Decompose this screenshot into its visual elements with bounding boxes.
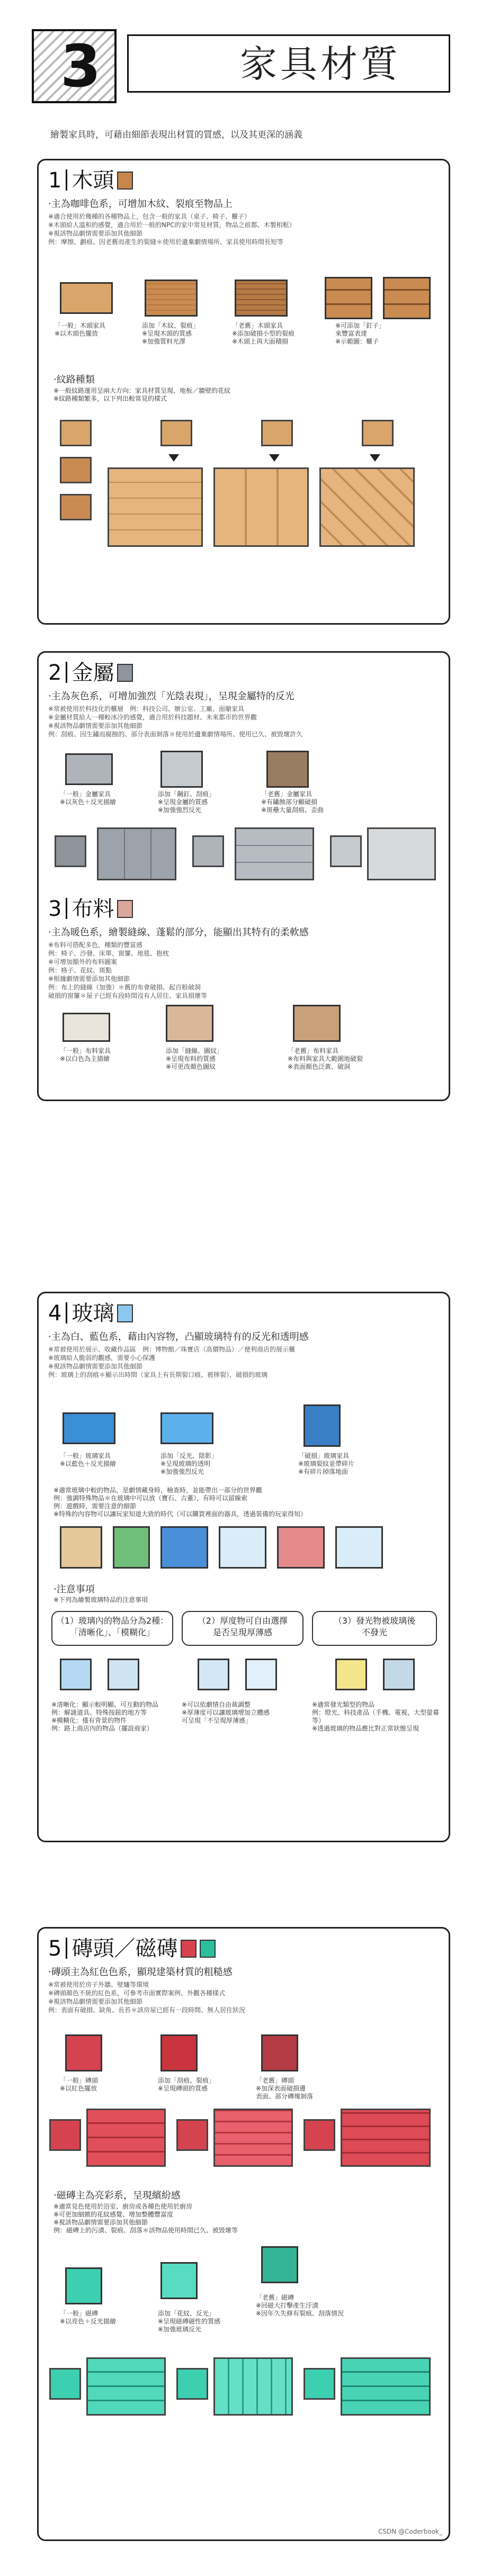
arrow-down-icon xyxy=(269,454,280,462)
glass-notes: ※常被使用於展示、收藏作品區 例：博物館／珠寶店（高價物品）／便利商店的展示櫃 ※玻璃給人脆弱的觀感，需要小心保護 ※視該物品劇情需要添加其他細節 例：玻璃上的刮痕＊顯示出時間（家具上有長期裂口痕、被摔裂），破損的玻璃 xyxy=(48,1346,296,1379)
tile-swatch-1 xyxy=(49,2368,81,2400)
cloth-title: 布料 xyxy=(72,897,114,921)
cloth-section xyxy=(48,896,309,1000)
wood-subtitle: ‧主為咖啡色系，可增加木紋、裂痕至物品上 xyxy=(48,199,233,210)
metal-desk-rusty xyxy=(266,751,309,788)
metal-subtitle: ‧主為灰色系，可增加強烈「光陰表現」，呈現金屬特的反光 xyxy=(48,691,294,702)
glass-thick-item xyxy=(198,1659,229,1690)
wood-notes: ※適合使用於幾種的各種物品上，包含一般的家具（桌子、椅子、櫃子） ※木頭給人溫和的感覺，適合用於一般的NPC的家中常見材質，物品之前都、木製相框） ※視該物品劇情需要添加其他細節 例：摩擦、劃痕、因老舊而產生的裂縫＊使用於遺棄劇情場所、家具使用時間長短等 xyxy=(48,213,296,246)
glass-cabinet-4 xyxy=(219,1526,266,1569)
metal-variant-3: 「老舊」金屬家具 ※有鏽蝕部分顯破損 ※斑壘大量刮痕、歪曲 xyxy=(261,790,324,814)
brick-old xyxy=(261,2034,298,2071)
chapter-number: 3 xyxy=(60,32,101,100)
glass-point-3-notes: ※適常發光類型的物品 例：燈光、科技產品（手機、電視，大型螢幕等） ※透過玻璃的物品應比對正常狀態呈現 xyxy=(312,1701,440,1732)
glass-section xyxy=(48,1301,309,1379)
wood-heading: 1 木頭 xyxy=(48,168,296,193)
wood-variant-3: 「老舊」木頭家具 ※添加破損小型的裂痕 ※木頭上再大面積損 xyxy=(232,322,295,345)
glass-cabinet-6 xyxy=(335,1526,383,1569)
metal-title: 金屬 xyxy=(72,661,114,685)
glass-point-2-notes: ※可以依劇情自由裁調整 ※厚薄度可以讓玻璃增加立體感 可呈現「不呈現厚薄感」 xyxy=(182,1701,270,1724)
tile-variant-1: 「一般」磁磚 ※以亮色＋反光描繪 xyxy=(60,2310,117,2325)
glass-table-broken xyxy=(304,1404,341,1447)
wood-variant-2: 添加「木紋、裂痕」 ※呈現木頭的質感 ※加強質料光澤 xyxy=(142,322,200,345)
metal-heading: 2 金屬 xyxy=(48,660,302,686)
wood-section xyxy=(48,168,296,246)
brick-swatch-2 xyxy=(176,2119,208,2151)
grain-floor-3 xyxy=(319,467,415,547)
brick-heading: 5 磚頭／磁磚 xyxy=(48,1936,245,1961)
tile-subsection-notes: ※適常見色使用於浴室、廚房或各種色使用於廚房 ※可更加細緻的花紋感覺、增加整體豐富度 ※視該物品劇情需要添加其他細節 例：磁磚上的污漬、裂痕、刮落＊該物品使用時間已久、被毀壞等 xyxy=(53,2203,238,2234)
metal-section xyxy=(48,660,302,738)
tile-plain xyxy=(65,2267,102,2304)
glass-clear-item xyxy=(60,1659,92,1690)
metal-plate-3 xyxy=(367,827,436,880)
tile-wall-3 xyxy=(341,2357,431,2416)
chapter-title: 家具材質 xyxy=(240,42,401,86)
metal-cloth-card xyxy=(37,651,450,1101)
cloth-notes: ※布料可搭配多色，種類的豐富感 例：椅子、沙發、床單、窗簾、地毯、抱枕 ※可增加額外的布料圖案 例：格子、花紋、斑點 ※根據劇情需要添加其他細節 例：布上的縫線（加強）＊舊的布會破損、起百般破洞 破損的窗簾＊屋子已經有段時間沒有人居住、家具損壞等 xyxy=(48,941,208,999)
grain-swatch-5 xyxy=(60,457,92,483)
metal-plate-2 xyxy=(235,827,314,880)
tile-wall-2 xyxy=(213,2357,293,2416)
glass-point-1: （1）玻璃內的物品分為2種： 「清晰化」、「模糊化」 xyxy=(51,1611,173,1646)
glass-table-shine xyxy=(160,1412,213,1444)
tile-swatch-3 xyxy=(304,2368,335,2400)
tile-subsection-title: ‧磁磚主為亮彩系，呈現繽紛感 xyxy=(53,2190,181,2201)
cloth-variant-2: 添加「縫線、圖紋」 ※呈現布料的質感 ※可更改顏色圖紋 xyxy=(166,1047,224,1070)
brick-wall-1 xyxy=(86,2109,166,2167)
glass-heading: 4 玻璃 xyxy=(48,1301,309,1326)
metal-desk-rivets xyxy=(160,751,203,788)
grain-swatch-1 xyxy=(60,420,92,446)
tile-variant-2: 添加「花紋、反光」 ※呈現磁磚磁性的質感 ※加強玻璃反光 xyxy=(158,2310,221,2333)
glass-table-plain xyxy=(63,1412,115,1444)
brick-notes: ※常被使用於房子外牆、壁爐等環境 ※磚頭顏色不統的紅色系，可參考市面實際案例、外觀各種樣式 ※視該物品劇情需要添加其他細節 例：表面有破損、缺角、長苔＊該房屋已經有一段時間、無人居住狀況 xyxy=(48,1981,246,2014)
glass-variant-1: 「一般」玻璃家具 ※以藍色＋反光描繪 xyxy=(60,1452,117,1467)
glass-caution-title: ‧注意事項 xyxy=(53,1584,95,1595)
metal-swatch-1 xyxy=(55,835,86,867)
cloth-subtitle: ‧主為暖色系，繪製縫線、蓬鬆的部分，能顯出其特有的柔軟感 xyxy=(48,927,309,938)
cloth-sofa-torn xyxy=(293,1005,341,1042)
brick-variant-3: 「老舊」磚頭 ※加深表面破損邊 表面、部分磚塊剝落 xyxy=(256,2077,314,2100)
glass-point-3: （3）發光物被玻璃後 不發光 xyxy=(312,1611,437,1646)
brick-wall-2 xyxy=(213,2109,293,2167)
glass-light-item xyxy=(335,1659,367,1690)
page-header xyxy=(32,29,450,103)
glass-blur-item xyxy=(108,1659,139,1690)
grain-floor-2 xyxy=(213,467,309,547)
metal-variant-1: 「一般」金屬家具 ※以灰色＋反光描繪 xyxy=(60,790,117,806)
tile-pattern xyxy=(160,2262,198,2299)
wood-variant-1: 「一般」木頭家具 ※以木頭色擺放 xyxy=(55,322,106,337)
grain-floor-1 xyxy=(108,467,203,547)
grain-swatch-3 xyxy=(261,420,293,446)
cloth-sofa-pattern xyxy=(166,1005,213,1042)
metal-swatch-3 xyxy=(330,835,362,867)
tile-old xyxy=(261,2246,298,2283)
wood-cabinet xyxy=(325,277,372,319)
glass-variant-2: 添加「反光、陰影」 ※呈現玻璃的透明 ※加強強烈反光 xyxy=(160,1452,218,1475)
wood-card xyxy=(37,159,450,625)
cloth-heading: 3 布料 xyxy=(48,896,309,922)
brick-title: 磚頭／磁磚 xyxy=(72,1936,178,1961)
wood-cabinet-nails xyxy=(383,277,431,319)
glass-thin-item xyxy=(245,1659,277,1690)
glass-caution-note: ※下列為繪製玻璃特品的注意事項 xyxy=(53,1596,148,1604)
glass-notes-2: ※適常玻璃中較的物品，是劇情藏身時，檢查時，並能帶出一部分的世界觀 例：強調特殊物品＊在玻璃中可以放（寶石、古董），有時可以留線索 例：遊戲時，需要注意的細節 ※特殊的內容物可以讓玩家知道大致的時代（可以購買裡面的器具，透過裝備的玩家得知） xyxy=(53,1487,307,1518)
chapter-number-box xyxy=(32,29,117,103)
wood-variant-4: ※可添加「釘子」 來豐富表達 ※示範圖：櫃子 xyxy=(335,322,386,345)
glass-point-2: （2）厚度物可自由選擇 是否呈現厚薄感 xyxy=(182,1611,304,1646)
wood-table-plain xyxy=(60,282,113,314)
intro-text: 繪製家具時，可藉由細節表現出材質的質感，以及其更深的涵義 xyxy=(50,130,302,140)
brick-section xyxy=(48,1936,245,2014)
wood-icon xyxy=(117,172,133,190)
brick-scratched xyxy=(160,2034,198,2071)
metal-icon xyxy=(117,664,133,682)
cloth-icon xyxy=(117,900,133,918)
tile-wall-1 xyxy=(86,2357,166,2416)
grain-swatch-2 xyxy=(160,420,192,446)
arrow-down-icon xyxy=(370,454,380,462)
tile-swatch-2 xyxy=(176,2368,208,2400)
glass-cabinet-2 xyxy=(113,1526,150,1569)
cloth-variant-3: 「老舊」布料家具 ※布料與家具大範圍地破裂 ※表面顏色泛黃、破洞 xyxy=(288,1047,363,1070)
glass-card xyxy=(37,1292,450,1842)
wood-subsection-title: ‧紋路種類 xyxy=(53,374,95,385)
wood-title: 木頭 xyxy=(72,168,114,193)
glass-cabinet-1 xyxy=(60,1526,102,1569)
wood-subsection-notes: ※一般紋路運用呈兩大方向：家具材質呈現、地板／牆壁的花紋 ※紋路種類繁多，以下列出較常見的樣式 xyxy=(53,387,231,402)
glass-point-1-notes: ※清晰化：顯示較明顯、可互動的物品 例：解謎道具、特殊按鈕的地方等 ※模糊化：僅有背景的物件 例：路上商店內的物品（擺設商家） xyxy=(51,1701,159,1732)
wood-table-grain xyxy=(145,280,198,317)
cloth-variant-1: 「一般」布料家具 ※以白色為主描繪 xyxy=(60,1047,111,1062)
brick-swatch-1 xyxy=(49,2119,81,2151)
metal-swatch-2 xyxy=(192,835,224,867)
metal-desk-plain xyxy=(65,753,113,785)
metal-variant-2: 添加「鋼釘、刮痕」 ※呈現金屬的質感 ※加強強烈反光 xyxy=(158,790,216,814)
footer-credit: CSDN @Coderbook_ xyxy=(378,2528,442,2535)
glass-title: 玻璃 xyxy=(72,1301,114,1326)
glass-cabinet-3 xyxy=(160,1526,208,1569)
brick-icon xyxy=(181,1940,197,1958)
glass-icon xyxy=(117,1304,133,1322)
glass-subtitle: ‧主為白、藍色系，藉由內容物，凸顯玻璃特有的反光和透明感 xyxy=(48,1331,309,1343)
brick-wall-3 xyxy=(341,2109,431,2167)
cloth-sofa-plain xyxy=(63,1013,110,1042)
brick-plain xyxy=(65,2034,102,2071)
chapter-title-box xyxy=(127,34,450,93)
brick-variant-2: 添加「刮痕、裂痕」 ※呈現磚頭的質感 xyxy=(158,2077,216,2092)
brick-card xyxy=(37,1927,450,2541)
brick-variant-1: 「一般」磚頭 ※以紅色擺放 xyxy=(60,2077,99,2092)
glass-cabinet-5 xyxy=(277,1526,325,1569)
brick-subtitle: ‧磚頭主為紅色色系，顯現建築材質的粗糙感 xyxy=(48,1967,233,1978)
brick-swatch-3 xyxy=(304,2119,335,2151)
grain-swatch-6 xyxy=(60,494,92,520)
tile-variant-3: 「老舊」磁磚 ※回磁大打擊產生汙漬 ※因年久失修有裂痕、刮落情況 xyxy=(256,2294,344,2317)
tile-icon xyxy=(200,1940,216,1958)
glass-variant-3: 「破損」玻璃家具 ※玻璃裂紋並帶碎片 ※有碎片掉落地面 xyxy=(298,1452,355,1475)
metal-notes: ※常被使用於科技化的櫃層 例：科技公司、辦公室、工廠、面艙家具 ※金屬材質給人一種較冰冷的感覺，適合用於科技題材、未來都市的世界觀 ※視該物品劇情需要添加其他細節 例：刮痕、因生鏽而腐蝕的、部分表面剝落＊使用於遺棄劇情場所、使用已久、被毀壞許久 xyxy=(48,705,303,738)
arrow-down-icon xyxy=(168,454,179,462)
metal-plate-1 xyxy=(97,827,176,880)
glass-light-behind xyxy=(383,1659,415,1690)
wood-table-old xyxy=(235,280,288,317)
grain-swatch-4 xyxy=(362,420,394,446)
